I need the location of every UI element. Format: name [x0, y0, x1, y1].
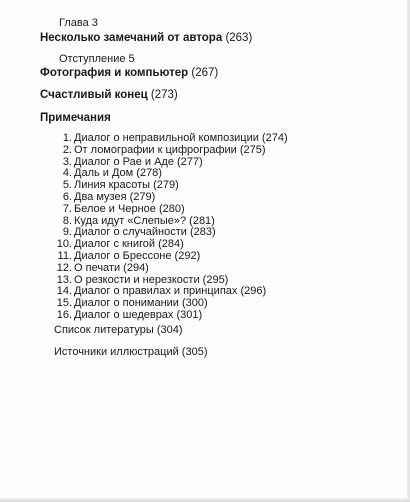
digression-title: Фотография и компьютер — [40, 67, 189, 79]
illustrations-entry: Источники иллюстраций (305) — [54, 346, 208, 358]
note-item — [56, 204, 288, 216]
note-text: Два музея (279) — [74, 190, 156, 203]
note-number: 11. — [57, 249, 72, 262]
note-text: Диалог о шедеврах (301) — [74, 308, 203, 321]
note-text: О резкости и нерезкости (295) — [74, 273, 229, 286]
notes-list — [56, 133, 288, 322]
note-number: 8. — [62, 214, 72, 227]
note-text: Диалог о правилах и принципах (296) — [74, 285, 267, 298]
note-number: 10. — [56, 238, 72, 251]
chapter-label: Глава 3 — [59, 17, 98, 29]
note-text: Белое и Черное (280) — [74, 202, 185, 215]
note-text: Куда идут «Слепые»? (281) — [74, 214, 215, 227]
note-number: 1. — [62, 132, 72, 144]
chapter-title-entry — [40, 31, 252, 45]
ending-page: (273) — [150, 89, 178, 101]
note-number: 13. — [56, 273, 72, 286]
note-number: 5. — [62, 179, 72, 192]
note-number: 14. — [56, 285, 72, 298]
notes-heading: Примечания — [40, 112, 111, 124]
digression-title-entry — [40, 66, 218, 80]
note-text: О печати (294) — [74, 261, 149, 274]
note-text: Диалог о неправильной композиции (274) — [74, 132, 288, 144]
chapter-title: Несколько замечаний от автора — [40, 32, 223, 44]
note-number: 16. — [56, 308, 72, 321]
digression-page: (267) — [191, 67, 219, 79]
note-text: Даль и Дом (278) — [74, 167, 162, 180]
note-text: Диалог о случайности (283) — [74, 226, 216, 239]
note-text: Диалог о Рае и Аде (277) — [74, 155, 203, 168]
note-text: Линия красоты (279) — [74, 179, 179, 192]
note-item — [56, 192, 288, 204]
page-bottom-edge — [0, 498, 410, 502]
note-text: Диалог о понимании (300) — [74, 297, 208, 310]
note-number: 12. — [56, 261, 72, 274]
note-number: 15. — [56, 297, 72, 310]
note-number: 9. — [62, 226, 72, 239]
digression-label: Отступление 5 — [59, 53, 135, 65]
note-item — [56, 145, 288, 157]
note-item — [56, 310, 288, 322]
ending-title: Счастливый конец — [40, 89, 148, 101]
note-number: 4. — [62, 167, 72, 180]
note-number: 7. — [62, 202, 72, 215]
note-number: 6. — [62, 190, 72, 203]
bibliography-entry: Список литературы (304) — [54, 324, 183, 336]
chapter-page: (263) — [225, 32, 253, 44]
note-item — [56, 263, 288, 275]
note-text: От ломографии к цифрографии (275) — [74, 143, 266, 156]
note-number: 2. — [62, 143, 72, 156]
ending-title-entry — [40, 88, 178, 102]
note-text: Диалог о Брессоне (292) — [74, 249, 201, 262]
note-number: 3. — [62, 155, 72, 168]
note-item — [56, 251, 288, 263]
note-text: Диалог с книгой (284) — [74, 238, 184, 251]
